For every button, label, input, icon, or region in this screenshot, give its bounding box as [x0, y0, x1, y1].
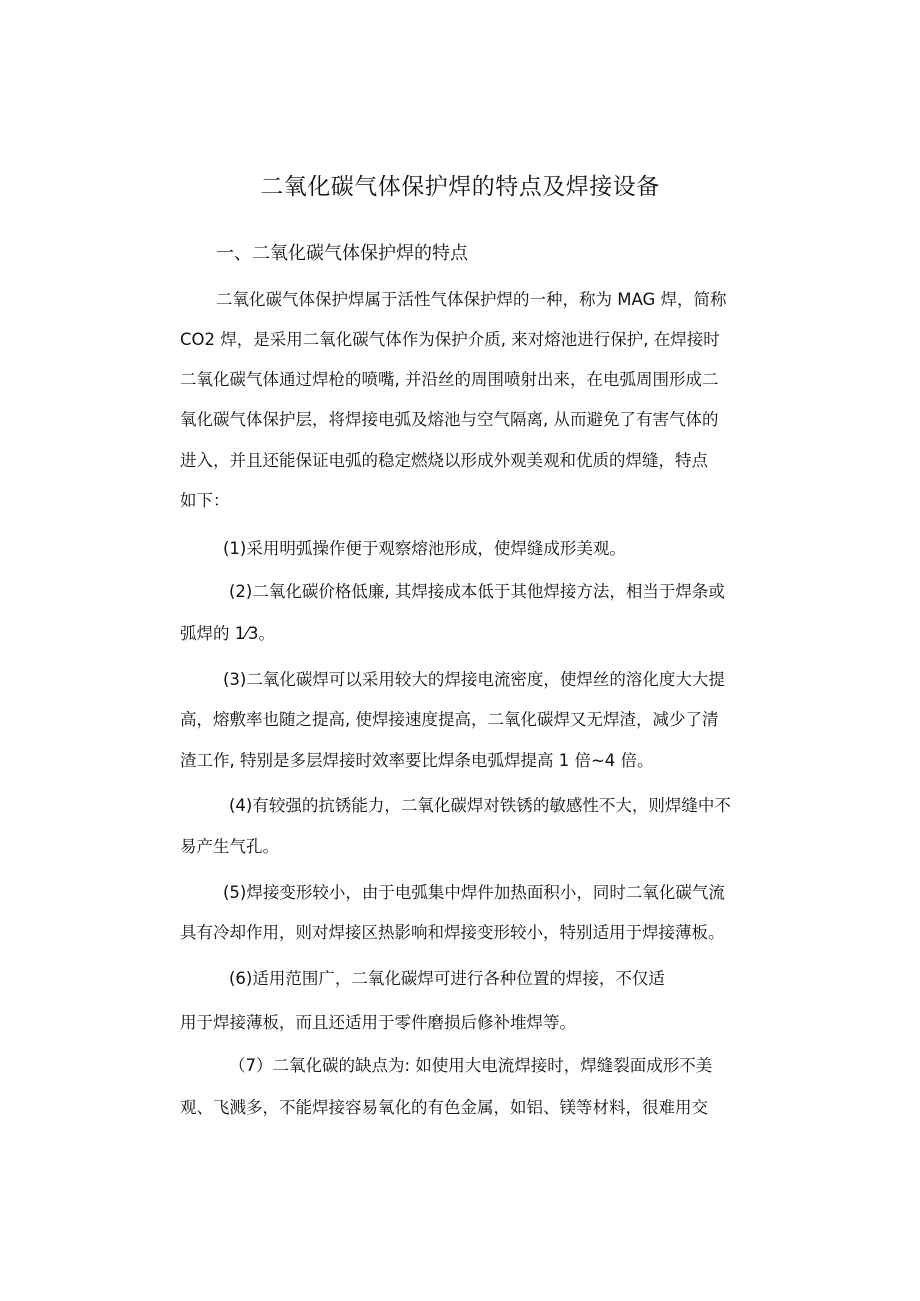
paragraph-line: 二氧化碳气体通过焊枪的喷嘴, 并沿丝的周围喷射出来，在电弧周围形成二 — [180, 370, 719, 389]
list-item-3-cont: 渣工作, 特别是多层焊接时效率要比焊条电弧焊提高 1 倍~4 倍。 — [180, 751, 654, 770]
list-item-4: (4)有较强的抗锈能力，二氧化碳焊对铁锈的敏感性不大，则焊缝中不 — [229, 796, 731, 815]
list-item-5-cont: 具有冷却作用，则对焊接区热影响和焊接变形较小，特别适用于焊接薄板。 — [180, 923, 725, 942]
list-item-6-cont: 用于焊接薄板，而且还适用于零件磨损后修补堆焊等。 — [180, 1013, 576, 1032]
list-item-5: (5)焊接变形较小，由于电弧集中焊件加热面积小，同时二氧化碳气流 — [223, 883, 725, 902]
list-item-1: (1)采用明弧操作便于观察熔池形成，使焊缝成形美观。 — [223, 539, 626, 558]
list-item-6: (6)适用范围广，二氧化碳焊可进行各种位置的焊接，不仅适 — [229, 969, 665, 988]
paragraph-line: 氧化碳气体保护层，将焊接电弧及熔池与空气隔离, 从而避免了有害气体的 — [180, 410, 719, 429]
paragraph-line: 如下： — [180, 491, 230, 510]
document-title: 二氧化碳气体保护焊的特点及焊接设备 — [260, 174, 660, 200]
list-item-4-cont: 易产生气孔。 — [180, 837, 279, 856]
list-item-2-cont: 弧焊的 1⁄3。 — [180, 624, 275, 643]
list-item-7: （7）二氧化碳的缺点为: 如使用大电流焊接时，焊缝裂面成形不美 — [229, 1056, 713, 1075]
list-item-3-cont: 高，熔敷率也随之提高, 使焊接速度提高，二氧化碳焊又无焊渣，减少了清 — [180, 710, 719, 729]
paragraph-line: 二氧化碳气体保护焊属于活性气体保护焊的一种，称为 MAG 焊，简称 — [216, 290, 727, 309]
list-item-7-cont: 观、飞溅多，不能焊接容易氧化的有色金属，如铝、镁等材料，很难用交 — [180, 1098, 708, 1117]
paragraph-line: CO2 焊，是采用二氧化碳气体作为保护介质, 来对熔池进行保护, 在焊接时 — [180, 330, 720, 349]
paragraph-line: 进入，并且还能保证电弧的稳定燃烧以形成外观美观和优质的焊缝，特点 — [180, 451, 708, 470]
list-item-3: (3)二氧化碳焊可以采用较大的焊接电流密度，使焊丝的溶化度大大提 — [223, 670, 725, 689]
list-item-2: (2)二氧化碳价格低廉, 其焊接成本低于其他焊接方法，相当于焊条或 — [229, 582, 725, 601]
section-heading: 一、二氧化碳气体保护焊的特点 — [216, 243, 468, 264]
